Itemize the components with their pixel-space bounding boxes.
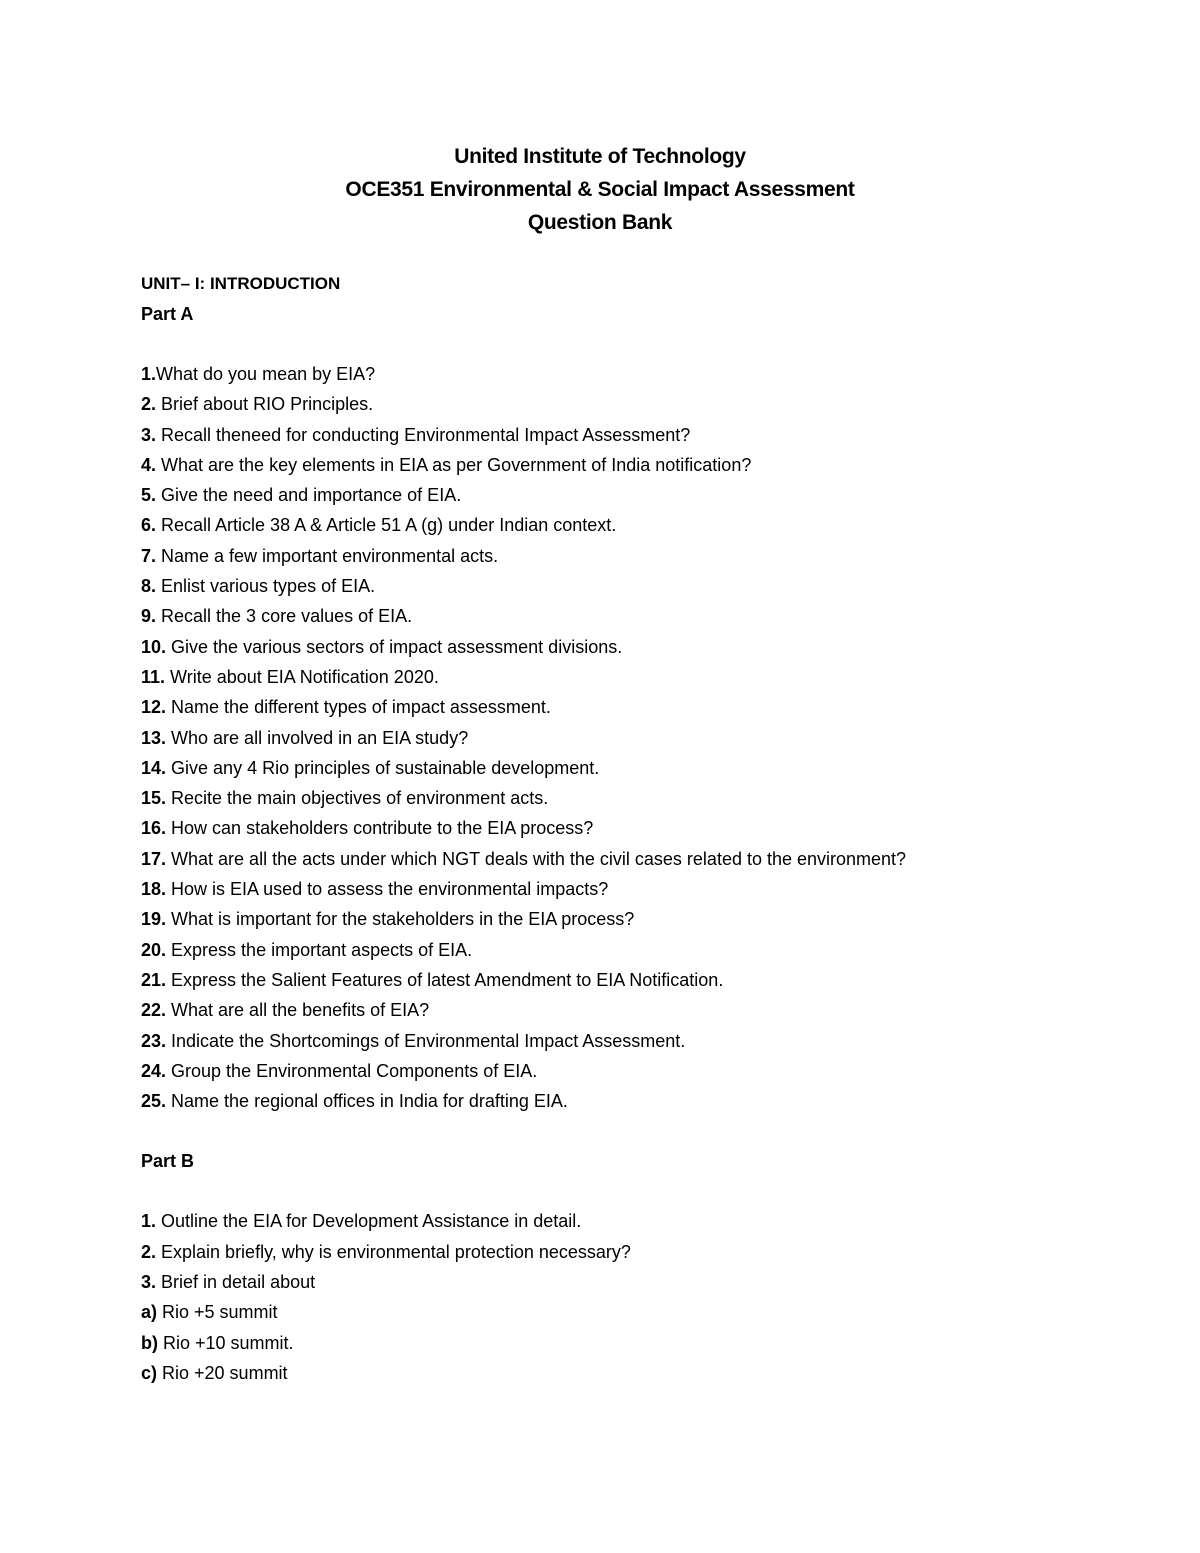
question-text: How can stakeholders contribute to the EIA process?	[166, 818, 594, 839]
question-number: 17.	[141, 848, 167, 869]
part-a-heading: Part A	[141, 304, 194, 324]
question-number: 20.	[141, 939, 167, 960]
question-item	[141, 995, 1141, 1025]
question-number: 1.	[141, 1211, 157, 1232]
question-text: Enlist various types of EIA.	[156, 576, 376, 597]
question-number: 23.	[141, 1030, 167, 1051]
sub-item-text: Rio +20 summit	[157, 1362, 288, 1383]
question-text: Recite the main objectives of environment acts.	[166, 788, 549, 809]
part-a-question-list	[141, 359, 1141, 1116]
question-item	[141, 783, 1141, 813]
sub-item-label: b)	[141, 1332, 158, 1353]
question-number: 21.	[141, 969, 167, 990]
question-number: 12.	[141, 697, 167, 718]
question-item	[141, 935, 1141, 965]
sub-item-text: Rio +10 summit.	[158, 1332, 294, 1353]
question-number: 3.	[141, 424, 157, 445]
question-item	[141, 389, 1141, 419]
question-text: Explain briefly, why is environmental protection necessary?	[156, 1241, 631, 1262]
question-number: 10.	[141, 636, 167, 657]
document-type: Question Bank	[527, 211, 673, 234]
question-text: Give the various sectors of impact assessment divisions.	[166, 636, 623, 657]
question-text: How is EIA used to assess the environmental impacts?	[166, 879, 609, 900]
question-text: Give any 4 Rio principles of sustainable development.	[166, 757, 600, 778]
question-text: Name the regional offices in India for drafting EIA.	[166, 1091, 568, 1112]
sub-item	[141, 1358, 1141, 1388]
question-item	[141, 692, 1141, 722]
question-item	[141, 632, 1141, 662]
part-b-heading: Part B	[141, 1151, 195, 1172]
question-number: 18.	[141, 879, 167, 900]
question-text: Name a few important environmental acts.	[156, 545, 499, 566]
sub-item-text: Rio +5 summit	[157, 1302, 278, 1323]
question-item	[141, 874, 1141, 904]
question-text: Indicate the Shortcomings of Environmental Impact Assessment.	[166, 1030, 686, 1051]
question-item	[141, 1267, 1141, 1297]
question-item	[141, 541, 1141, 571]
question-text: Express the Salient Features of latest Amendment to EIA Notification.	[166, 969, 724, 990]
question-text: Write about EIA Notification 2020.	[165, 666, 439, 687]
sub-item-label: c)	[141, 1362, 158, 1383]
question-number: 5.	[141, 485, 157, 506]
question-item	[141, 1056, 1141, 1086]
question-item	[141, 1086, 1141, 1116]
question-item	[141, 480, 1141, 510]
question-item	[141, 1237, 1141, 1267]
question-text: What are all the benefits of EIA?	[166, 1000, 430, 1021]
question-item	[141, 844, 1141, 874]
question-item	[141, 723, 1141, 753]
question-text: Express the important aspects of EIA.	[166, 939, 473, 960]
question-item	[141, 1026, 1141, 1056]
question-number: 14.	[141, 757, 167, 778]
question-text: Who are all involved in an EIA study?	[166, 727, 469, 748]
question-item	[141, 904, 1141, 934]
question-number: 8.	[141, 576, 157, 597]
question-number: 11.	[141, 666, 166, 687]
question-text: Recall Article 38 A & Article 51 A (g) under Indian context.	[156, 515, 617, 536]
question-text: Outline the EIA for Development Assistance in detail.	[156, 1211, 582, 1232]
question-number: 13.	[141, 727, 167, 748]
sub-item	[141, 1328, 1141, 1358]
question-item	[141, 1206, 1141, 1236]
question-text: Name the different types of impact assessment.	[166, 697, 551, 718]
question-item	[141, 753, 1141, 783]
question-text: Recall theneed for conducting Environmental Impact Assessment?	[156, 424, 691, 445]
question-number: 7.	[141, 545, 157, 566]
question-text: What do you mean by EIA?	[156, 364, 376, 384]
question-number: 24.	[141, 1060, 167, 1081]
question-item	[141, 571, 1141, 601]
question-number: 2.	[141, 394, 157, 415]
part-b-question-list	[141, 1206, 1141, 1388]
question-number: 2.	[141, 1241, 157, 1262]
question-item	[141, 450, 1141, 480]
question-text: What is important for the stakeholders in the EIA process?	[166, 909, 635, 930]
question-number: 15.	[141, 788, 167, 809]
question-number: 4.	[141, 454, 157, 475]
question-item	[141, 662, 1141, 692]
course-title: OCE351 Environmental & Social Impact Assessment	[345, 178, 855, 201]
question-text: What are all the acts under which NGT deals with the civil cases related to the environment?	[166, 848, 907, 869]
question-item	[141, 813, 1141, 843]
question-item	[141, 359, 1141, 389]
document-body	[141, 269, 1141, 1388]
question-number: 22.	[141, 1000, 167, 1021]
question-number: 16.	[141, 818, 167, 839]
question-text: Group the Environmental Components of EIA.	[166, 1060, 538, 1081]
question-text: Recall the 3 core values of EIA.	[156, 606, 413, 627]
question-number: 1.	[141, 364, 157, 384]
sub-item-label: a)	[141, 1302, 158, 1323]
question-item	[141, 965, 1141, 995]
document-header	[0, 140, 1200, 239]
question-number: 6.	[141, 515, 157, 536]
question-text: Brief about RIO Principles.	[156, 394, 374, 415]
unit-heading: UNIT– I: INTRODUCTION	[141, 274, 341, 293]
question-text: Give the need and importance of EIA.	[156, 485, 462, 506]
question-item	[141, 601, 1141, 631]
question-item	[141, 420, 1141, 450]
question-text: Brief in detail about	[156, 1272, 316, 1293]
institute-name: United Institute of Technology	[454, 145, 746, 168]
question-number: 25.	[141, 1091, 167, 1112]
question-text: What are the key elements in EIA as per Government of India notification?	[156, 454, 752, 475]
question-number: 3.	[141, 1272, 157, 1293]
question-item	[141, 510, 1141, 540]
question-number: 9.	[141, 606, 157, 627]
question-number: 19.	[141, 909, 167, 930]
sub-item	[141, 1297, 1141, 1327]
